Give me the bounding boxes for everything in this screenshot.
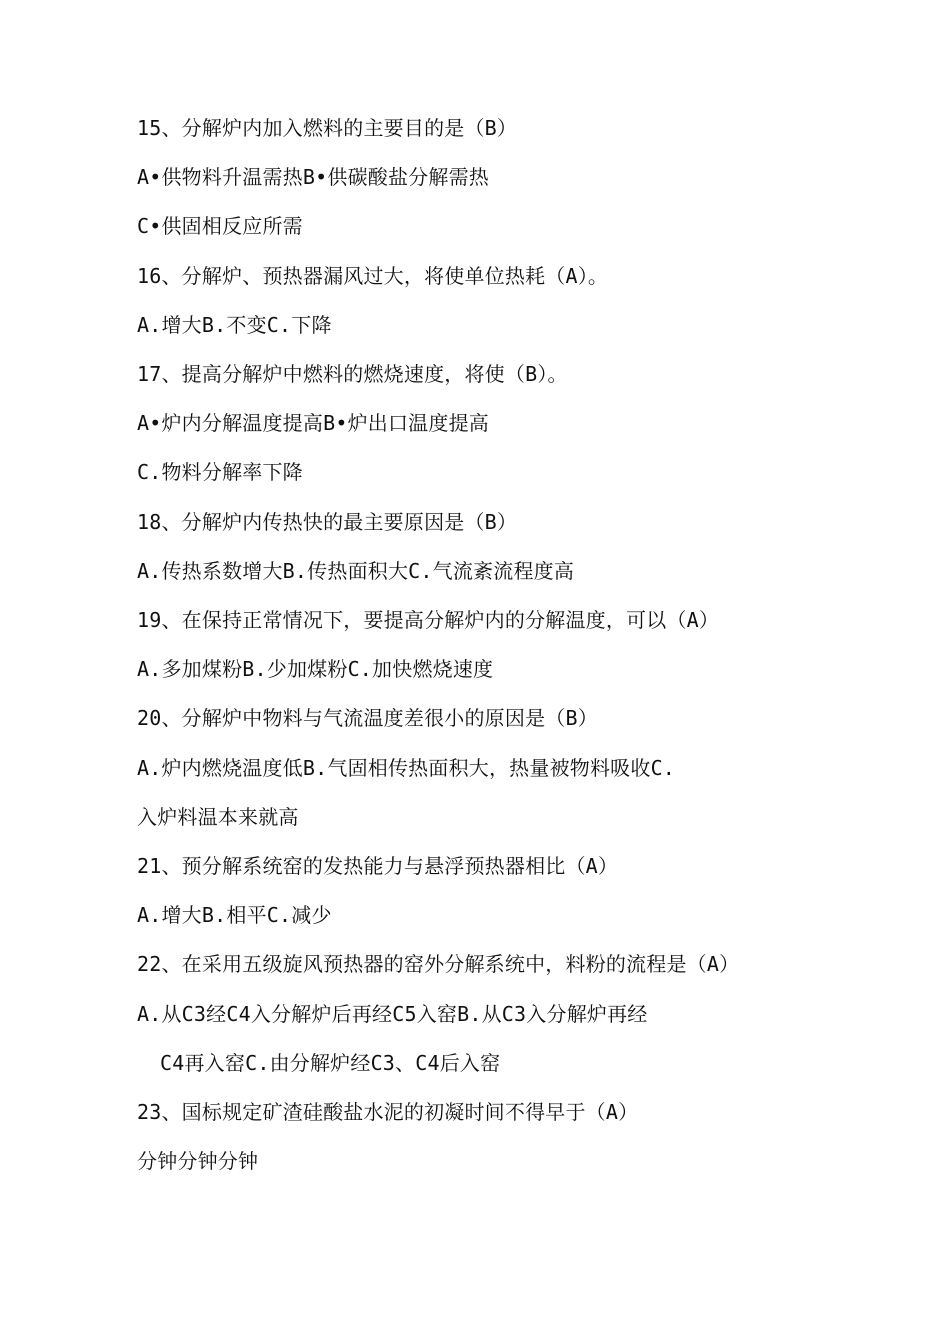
question-19-options: A.多加煤粉B.少加煤粉C.加快燃烧速度 xyxy=(137,657,494,681)
question-22-options-b-c: C4再入窑C.由分解炉经C3、C4后入窑 xyxy=(160,1051,501,1075)
question-17-options-a-b: A•炉内分解温度提高B•炉出口温度提高 xyxy=(137,411,489,435)
question-21: 21、预分解系统窑的发热能力与悬浮预热器相比（A） xyxy=(137,854,619,878)
question-15-option-c: C•供固相反应所需 xyxy=(137,214,303,238)
question-20: 20、分解炉中物料与气流温度差很小的原因是（B） xyxy=(137,706,598,730)
question-20-option-c: 入炉料温本来就高 xyxy=(137,805,299,829)
question-16-options: A.增大B.不变C.下降 xyxy=(137,313,332,337)
question-16: 16、分解炉、预热器漏风过大，将使单位热耗（A）。 xyxy=(137,264,609,288)
question-18: 18、分解炉内传热快的最主要原因是（B） xyxy=(137,510,518,534)
question-22: 22、在采用五级旋风预热器的窑外分解系统中，料粉的流程是（A） xyxy=(137,952,740,976)
question-23: 23、国标规定矿渣硅酸盐水泥的初凝时间不得早于（A） xyxy=(137,1100,639,1124)
question-17-option-c: C.物料分解率下降 xyxy=(137,460,303,484)
question-15-options-a-b: A•供物料升温需热B•供碳酸盐分解需热 xyxy=(137,165,489,189)
question-19: 19、在保持正常情况下，要提高分解炉内的分解温度，可以（A） xyxy=(137,608,720,632)
question-21-options: A.增大B.相平C.减少 xyxy=(137,903,332,927)
question-17: 17、提高分解炉中燃料的燃烧速度，将使（B）。 xyxy=(137,362,568,386)
question-23-options: 分钟分钟分钟 xyxy=(137,1149,259,1173)
question-18-options: A.传热系数增大B.传热面积大C.气流紊流程度高 xyxy=(137,559,575,583)
question-15: 15、分解炉内加入燃料的主要目的是（B） xyxy=(137,116,518,140)
question-20-options-a-b: A.炉内燃烧温度低B.气固相传热面积大，热量被物料吸收C. xyxy=(137,756,676,780)
question-22-options-a-b: A.从C3经C4入分解炉后再经C5入窑B.从C3入分解炉再经 xyxy=(137,1002,648,1026)
